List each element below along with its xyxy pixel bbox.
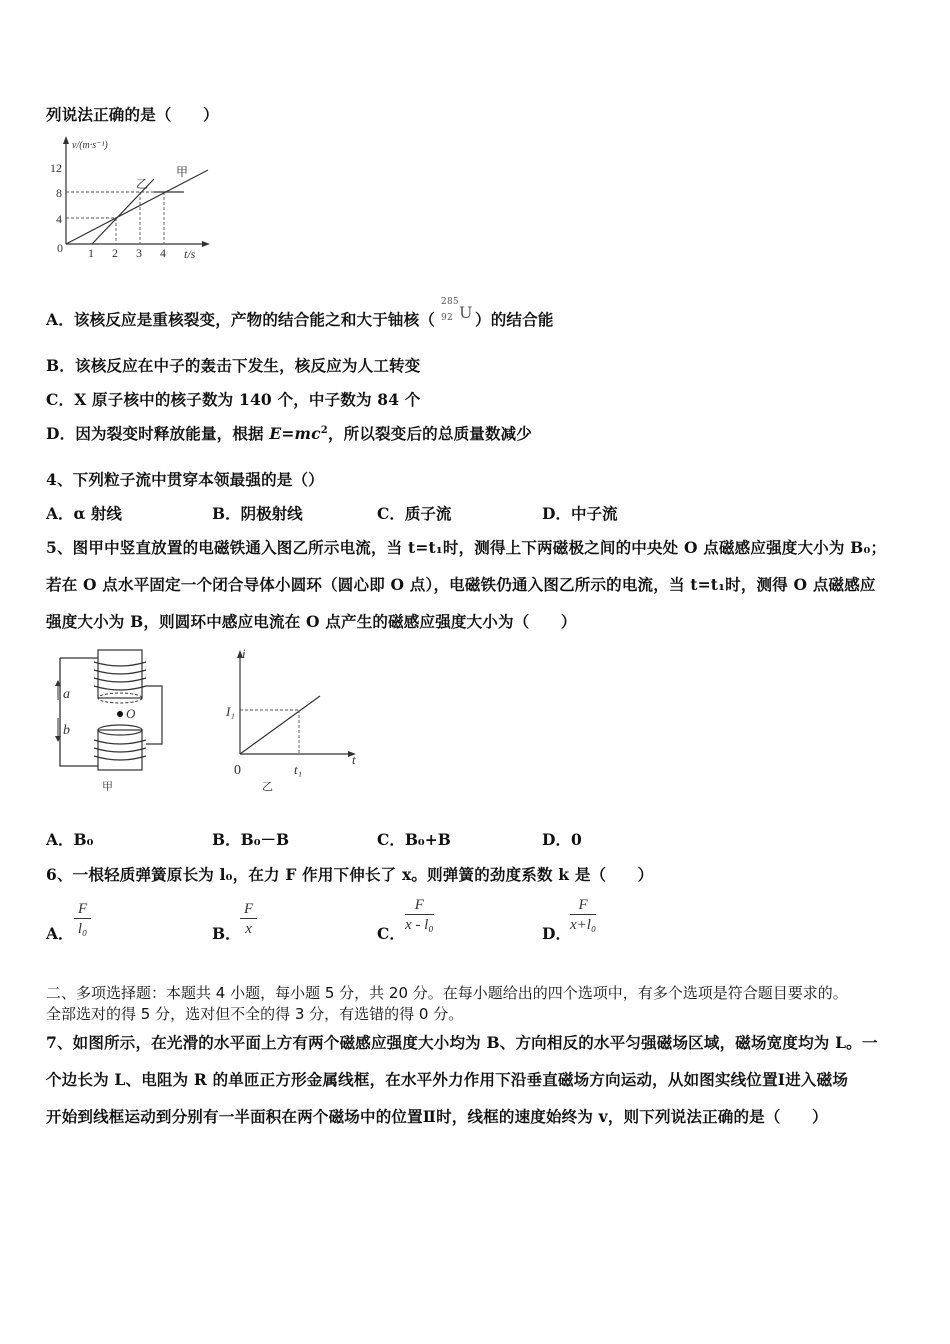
q3-ytick: 12 bbox=[50, 161, 62, 175]
q4-option-c: C．质子流 bbox=[377, 504, 452, 523]
it-I1: I₁ bbox=[226, 704, 235, 719]
it-xlabel: t bbox=[352, 752, 356, 767]
q3-stem-tail: 列说法正确的是（ ） bbox=[46, 105, 219, 124]
q6-option-c-fraction: $\frac{F}{\text{x - l₀}}$ bbox=[405, 897, 434, 933]
q5-stem-line3: 强度大小为 B，则圆环中感应电流在 O 点产生的磁感应强度大小为（ ） bbox=[46, 612, 577, 631]
q3-xtick: 2 bbox=[112, 246, 118, 260]
q7-stem-line2: 个边长为 L、电阻为 R 的单匝正方形金属线框，在水平外力作用下沿垂直磁场方向运动，从如图实线位置Ⅰ进入磁场 bbox=[46, 1070, 849, 1089]
q5-option-c: C．B₀+B bbox=[377, 830, 451, 849]
q3-xlabel: t/s bbox=[184, 247, 196, 261]
uranium-nuclide: 285 92 U bbox=[441, 297, 473, 323]
q6-option-a-label: A． bbox=[46, 924, 74, 943]
q5-stem-line1: 5、图甲中竖直放置的电磁铁通入图乙所示电流，当 t=t₁时，测得上下两磁极之间的中央处 O 点磁感应强度大小为 B₀； bbox=[46, 538, 887, 557]
q6-stem: 6、一根轻质弹簧原长为 l₀，在力 F 作用下伸长了 x。则弹簧的劲度系数 k 是（ ） bbox=[46, 865, 654, 884]
q5-stem-line2: 若在 O 点水平固定一个闭合导体小圆环（圆心即 O 点），电磁铁仍通入图乙所示的电流，当 t=t₁时，测得 O 点磁感应 bbox=[46, 575, 876, 594]
label-a: a bbox=[63, 687, 70, 702]
q6-option-a-fraction: $\frac{F}{\text{l₀}}$ bbox=[74, 900, 91, 939]
q3-ytick: 4 bbox=[56, 212, 62, 226]
q3-xtick: 1 bbox=[88, 246, 94, 260]
q3-y-arrow bbox=[63, 136, 69, 144]
q4-stem: 4、下列粒子流中贯穿本领最强的是（） bbox=[46, 470, 324, 489]
q3-label-yi: 乙 bbox=[136, 177, 149, 191]
q6-option-c-label: C． bbox=[377, 924, 405, 943]
it-ylabel: i bbox=[242, 646, 246, 661]
q3-ylabel: v/(m·s⁻¹) bbox=[72, 140, 108, 151]
point-O bbox=[117, 711, 123, 717]
it-t1: t₁ bbox=[294, 762, 303, 777]
q5-option-a: A．B₀ bbox=[46, 830, 94, 849]
q6-option-b-fraction: $\frac{F}{x}$ bbox=[240, 900, 257, 939]
q3-xtick: 4 bbox=[160, 246, 166, 260]
q3-xtick: 3 bbox=[136, 246, 142, 260]
q3-option-a: A．该核反应是重核裂变，产物的结合能之和大于铀核（ 285 92 U ）的结合能 bbox=[46, 297, 554, 329]
q7-stem-line1: 7、如图所示，在光滑的水平面上方有两个磁感应强度大小均为 B、方向相反的水平匀强磁场区域，磁场宽度均为 L。一 bbox=[46, 1033, 878, 1052]
label-O: O bbox=[126, 706, 136, 721]
it-origin: 0 bbox=[234, 763, 241, 778]
q3-ytick: 8 bbox=[56, 186, 62, 200]
section2-header-line1: 二、多项选择题：本题共 4 小题，每小题 5 分，共 20 分。在每小题给出的四个选项中，有多个选项是符合题目要求的。 bbox=[46, 984, 848, 1002]
q3-origin: 0 bbox=[57, 241, 63, 255]
q6-option-d-fraction: $\frac{F}{\text{x+l₀}}$ bbox=[570, 897, 597, 933]
q3-label-jia: 甲 bbox=[176, 165, 189, 179]
label-b: b bbox=[63, 723, 70, 738]
it-line bbox=[240, 696, 320, 754]
q6-option-d-label: D． bbox=[542, 924, 571, 943]
q3-option-c: C．X 原子核中的核子数为 140 个，中子数为 84 个 bbox=[46, 390, 421, 409]
q5-option-b: B．B₀－B bbox=[212, 830, 290, 849]
q5-figure-it-graph bbox=[222, 646, 372, 796]
section2-header-line2: 全部选对的得 5 分，选对但不全的得 3 分，有选错的得 0 分。 bbox=[46, 1005, 464, 1023]
q4-option-b: B．阴极射线 bbox=[212, 504, 303, 523]
q4-option-a: A．α 射线 bbox=[46, 504, 122, 523]
caption-jia: 甲 bbox=[102, 781, 113, 793]
q7-stem-line3: 开始到线框运动到分别有一半面积在两个磁场中的位置Ⅱ时，线框的速度始终为 v，则下列说法正确的是（ ） bbox=[46, 1107, 828, 1126]
caption-yi: 乙 bbox=[262, 781, 273, 793]
q3-option-d: D．因为裂变时释放能量，根据 $E=mc^2$，所以裂变后的总质量数减少 bbox=[46, 424, 533, 443]
q3-x-arrow bbox=[202, 241, 210, 247]
q4-option-d: D．中子流 bbox=[542, 504, 618, 523]
q3-option-b: B．该核反应在中子的轰击下发生，核反应为人工转变 bbox=[46, 356, 421, 375]
q5-figure-electromagnet bbox=[50, 646, 180, 796]
q3-vt-graph bbox=[44, 134, 220, 264]
q5-option-d: D．0 bbox=[542, 830, 582, 849]
q6-option-b-label: B． bbox=[212, 924, 241, 943]
